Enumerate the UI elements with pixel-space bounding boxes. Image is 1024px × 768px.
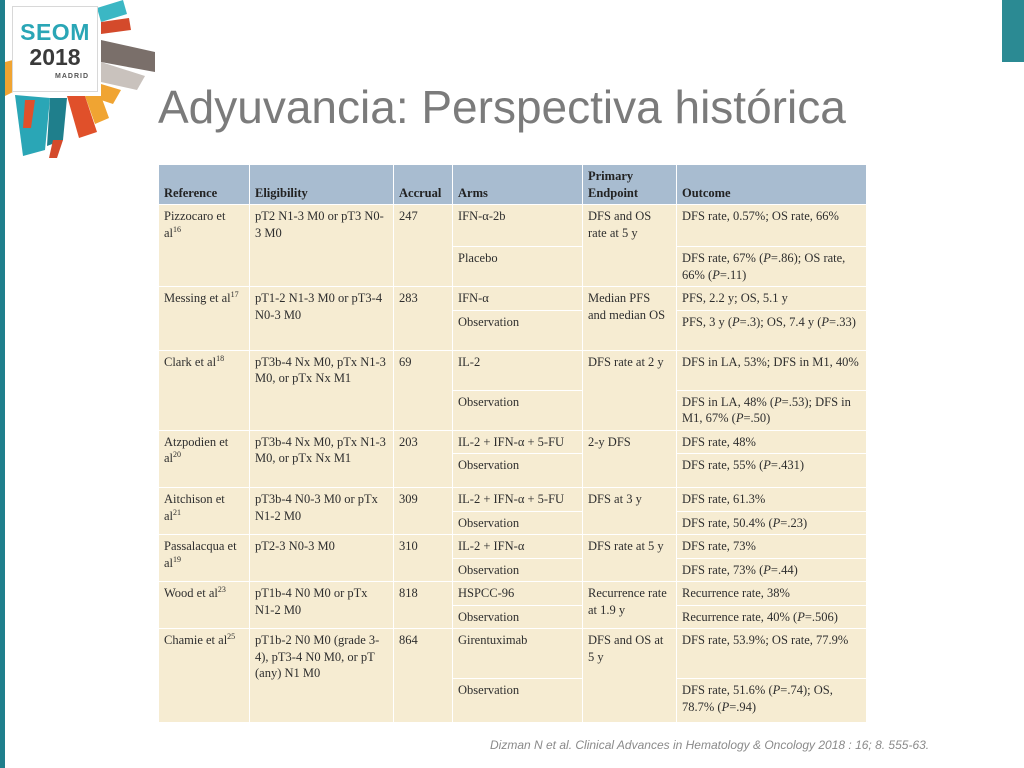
cell-primary-endpoint: 2-y DFS (583, 430, 677, 488)
p-value-symbol: P (735, 411, 744, 425)
adjuvant-trials-table (158, 164, 867, 723)
logo-city-text: MADRID (55, 73, 89, 80)
reference-text: Chamie et al (164, 633, 228, 647)
cell-reference (159, 488, 250, 535)
header-outcome: Outcome (677, 165, 867, 205)
table-row (159, 350, 867, 390)
table-row (159, 287, 867, 311)
cell-accrual: 69 (394, 350, 453, 430)
cell-eligibility: pT2-3 N0-3 M0 (250, 535, 394, 582)
trials-table-container (158, 164, 866, 723)
cell-primary-endpoint: Median PFS and median OS (583, 287, 677, 351)
cell-outcome: DFS in LA, 53%; DFS in M1, 40% (677, 350, 867, 390)
cell-outcome: DFS rate, 61.3% (677, 488, 867, 512)
cell-arm: IL-2 + IFN-α + 5-FU (453, 430, 583, 454)
cell-outcome: DFS rate, 0.57%; OS rate, 66% (677, 205, 867, 247)
cell-accrual: 283 (394, 287, 453, 351)
cell-outcome: DFS rate, 73% (P=.44) (677, 558, 867, 582)
header-arms: Arms (453, 165, 583, 205)
cell-arm: Placebo (453, 247, 583, 287)
cell-reference (159, 350, 250, 430)
cell-outcome: DFS rate, 53.9%; OS rate, 77.9% (677, 629, 867, 679)
reference-superscript: 25 (227, 631, 236, 641)
cell-primary-endpoint: DFS rate at 5 y (583, 535, 677, 582)
table-row (159, 488, 867, 512)
table-row (159, 430, 867, 454)
cell-outcome: DFS rate, 67% (P=.86); OS rate, 66% (P=.11) (677, 247, 867, 287)
cell-eligibility: pT1b-2 N0 M0 (grade 3-4), pT3-4 N0 M0, or pT (any) N1 M0 (250, 629, 394, 723)
p-value-symbol: P (721, 699, 730, 714)
p-value-symbol: P (732, 314, 740, 329)
cell-arm: Observation (453, 558, 583, 582)
p-value-symbol: P (712, 267, 720, 282)
cell-reference (159, 287, 250, 351)
cell-arm: IFN-α (453, 287, 583, 311)
cell-accrual: 818 (394, 582, 453, 629)
reference-text: Messing et al (164, 291, 231, 305)
cell-arm: IFN-α-2b (453, 205, 583, 247)
table-body (159, 205, 867, 723)
p-value-symbol: P (821, 314, 830, 329)
right-accent-bar (1002, 0, 1024, 62)
cell-eligibility: pT3b-4 N0-3 M0 or pTx N1-2 M0 (250, 488, 394, 535)
cell-accrual: 247 (394, 205, 453, 287)
header-accrual: Accrual (394, 165, 453, 205)
slide-title: Adyuvancia: Perspectiva histórica (158, 81, 846, 133)
cell-outcome: PFS, 3 y (P=.3); OS, 7.4 y (P=.33) (677, 310, 867, 350)
cell-outcome: DFS rate, 51.6% (P=.74); OS, 78.7% (P=.94) (677, 679, 867, 723)
reference-superscript: 23 (217, 584, 226, 594)
reference-superscript: 20 (173, 449, 182, 459)
table-header-row (159, 165, 867, 205)
table-row (159, 629, 867, 679)
logo-seom-text: SEOM (20, 19, 90, 45)
citation: Dizman N et al. Clinical Advances in Hematology & Oncology 2018 : 16; 8. 555-63. (490, 738, 930, 752)
cell-arm: HSPCC-96 (453, 582, 583, 606)
cell-outcome: DFS rate, 73% (677, 535, 867, 559)
cell-reference (159, 430, 250, 488)
cell-arm: Girentuximab (453, 629, 583, 679)
cell-arm: Observation (453, 605, 583, 629)
header-eligibility: Eligibility (250, 165, 394, 205)
cell-outcome: Recurrence rate, 38% (677, 582, 867, 606)
cell-reference (159, 629, 250, 723)
reference-superscript: 16 (173, 224, 182, 234)
reference-superscript: 18 (216, 353, 225, 363)
cell-primary-endpoint: DFS and OS rate at 5 y (583, 205, 677, 287)
cell-primary-endpoint: DFS rate at 2 y (583, 350, 677, 430)
reference-text: Aitchison et al (164, 492, 225, 523)
cell-reference (159, 205, 250, 287)
reference-text: Clark et al (164, 354, 217, 369)
cell-accrual: 310 (394, 535, 453, 582)
cell-arm: Observation (453, 454, 583, 488)
logo-badge (12, 6, 98, 92)
header-reference: Reference (159, 165, 250, 205)
table-row (159, 205, 867, 247)
p-value-symbol: P (772, 515, 781, 530)
p-value-symbol: P (774, 394, 782, 409)
logo-year-text: 2018 (29, 44, 81, 70)
table-row (159, 535, 867, 559)
p-value-symbol: P (797, 609, 805, 624)
p-value-symbol: P (763, 458, 771, 472)
cell-eligibility: pT3b-4 Nx M0, pTx N1-3 M0, or pTx Nx M1 (250, 350, 394, 430)
cell-arm: IL-2 (453, 350, 583, 390)
cell-primary-endpoint: DFS and OS at 5 y (583, 629, 677, 723)
cell-accrual: 864 (394, 629, 453, 723)
cell-accrual: 203 (394, 430, 453, 488)
cell-eligibility: pT1-2 N1-3 M0 or pT3-4 N0-3 M0 (250, 287, 394, 351)
cell-arm: Observation (453, 679, 583, 723)
cell-reference (159, 535, 250, 582)
reference-text: Pizzocaro et al (164, 209, 226, 240)
cell-arm: Observation (453, 310, 583, 350)
p-value-symbol: P (772, 683, 781, 697)
cell-arm: IL-2 + IFN-α (453, 535, 583, 559)
cell-outcome: DFS rate, 55% (P=.431) (677, 454, 867, 488)
seom-logo (5, 0, 155, 160)
reference-text: Wood et al (164, 586, 218, 600)
cell-outcome: DFS in LA, 48% (P=.53); DFS in M1, 67% (P=.50) (677, 390, 867, 430)
table-row (159, 582, 867, 606)
cell-outcome: DFS rate, 50.4% (P=.23) (677, 511, 867, 535)
cell-accrual: 309 (394, 488, 453, 535)
cell-eligibility: pT1b-4 N0 M0 or pTx N1-2 M0 (250, 582, 394, 629)
cell-outcome: DFS rate, 48% (677, 430, 867, 454)
reference-superscript: 21 (173, 507, 182, 517)
header-primary-endpoint: Primary Endpoint (583, 165, 677, 205)
reference-text: Atzpodien et al (164, 434, 229, 465)
cell-reference (159, 582, 250, 629)
p-value-symbol: P (763, 251, 771, 265)
reference-superscript: 17 (230, 289, 239, 299)
cell-arm: Observation (453, 390, 583, 430)
cell-arm: IL-2 + IFN-α + 5-FU (453, 488, 583, 512)
cell-arm: Observation (453, 511, 583, 535)
cell-eligibility: pT3b-4 Nx M0, pTx N1-3 M0, or pTx Nx M1 (250, 430, 394, 488)
reference-text: Passalacqua et al (164, 539, 237, 570)
p-value-symbol: P (763, 562, 771, 577)
cell-eligibility: pT2 N1-3 M0 or pT3 N0-3 M0 (250, 205, 394, 287)
cell-outcome: PFS, 2.2 y; OS, 5.1 y (677, 287, 867, 311)
reference-superscript: 19 (173, 554, 182, 564)
cell-primary-endpoint: Recurrence rate at 1.9 y (583, 582, 677, 629)
cell-primary-endpoint: DFS at 3 y (583, 488, 677, 535)
cell-outcome: Recurrence rate, 40% (P=.506) (677, 605, 867, 629)
